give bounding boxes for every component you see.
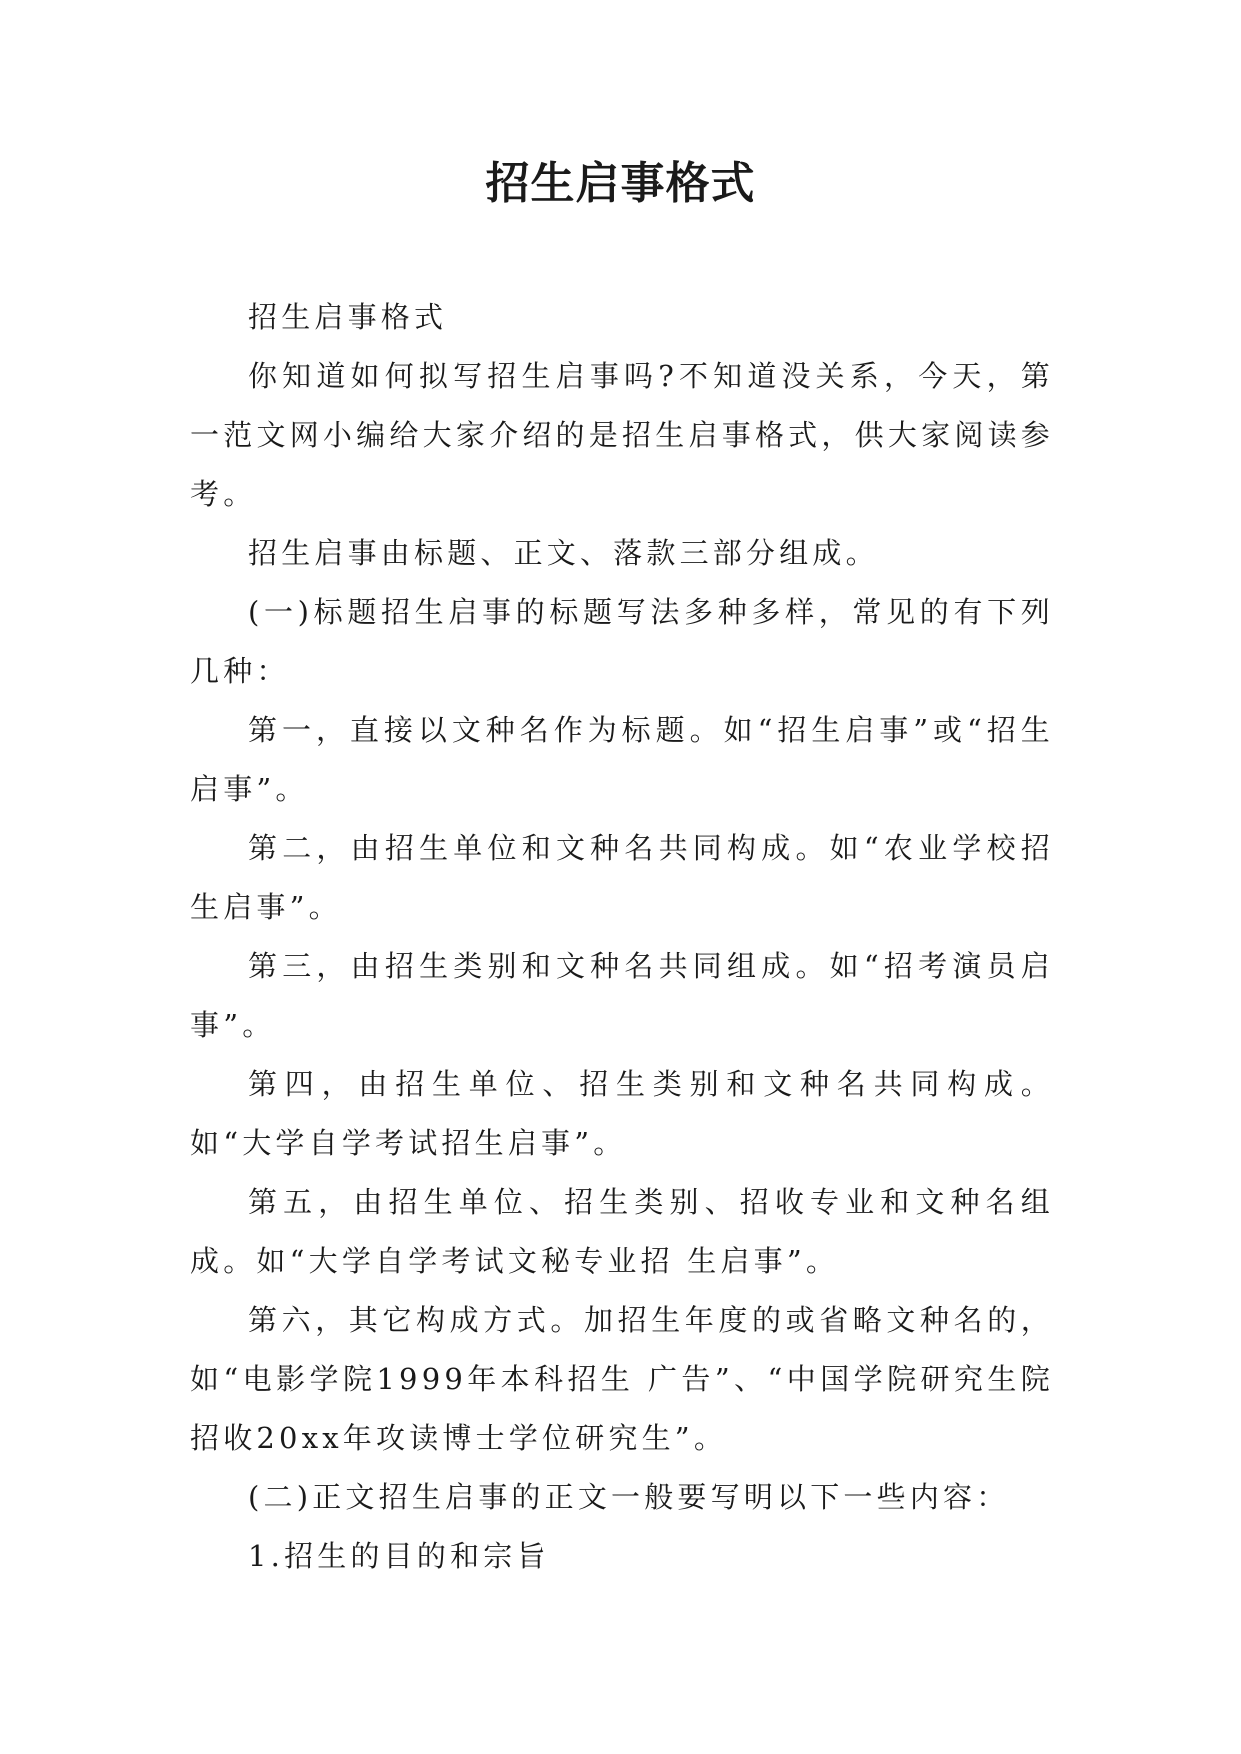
- document-title: 招生启事格式: [485, 158, 756, 209]
- paragraph-heading: 招生启事格式: [248, 300, 448, 334]
- paragraph-body-section: (二)正文招生启事的正文一般要写明以下一些内容：: [248, 1480, 1010, 1514]
- paragraph-fourth: 第四，由招生单位、招生类别和文种名共同构成。如“大学自学考试招生启事”。: [190, 1067, 1054, 1160]
- paragraph-structure: 招生启事由标题、正文、落款三部分组成。: [248, 536, 879, 570]
- paragraph-second: 第二，由招生单位和文种名共同构成。如“农业学校招生启事”。: [190, 831, 1054, 924]
- paragraph-intro: 你知道如何拟写招生启事吗?不知道没关系，今天，第一范文网小编给大家介绍的是招生启事格式，供大家阅读参考。: [190, 359, 1054, 511]
- paragraph-title-section: (一)标题招生启事的标题写法多种多样，常见的有下列几种：: [190, 595, 1054, 688]
- paragraph-item-1: 1.招生的目的和宗旨: [248, 1539, 550, 1573]
- document-body: [190, 288, 1054, 1586]
- paragraph-third: 第三，由招生类别和文种名共同组成。如“招考演员启事”。: [190, 949, 1054, 1042]
- paragraph-first: 第一，直接以文种名作为标题。如“招生启事”或“招生启事”。: [190, 713, 1054, 806]
- paragraph-fifth: 第五，由招生单位、招生类别、招收专业和文种名组成。如“大学自学考试文秘专业招 生启事”。: [190, 1185, 1054, 1278]
- paragraph-sixth: 第六，其它构成方式。加招生年度的或省略文种名的，如“电影学院1999年本科招生 广告”、“中国学院研究生院招收20xx年攻读博士学位研究生”。: [190, 1303, 1054, 1455]
